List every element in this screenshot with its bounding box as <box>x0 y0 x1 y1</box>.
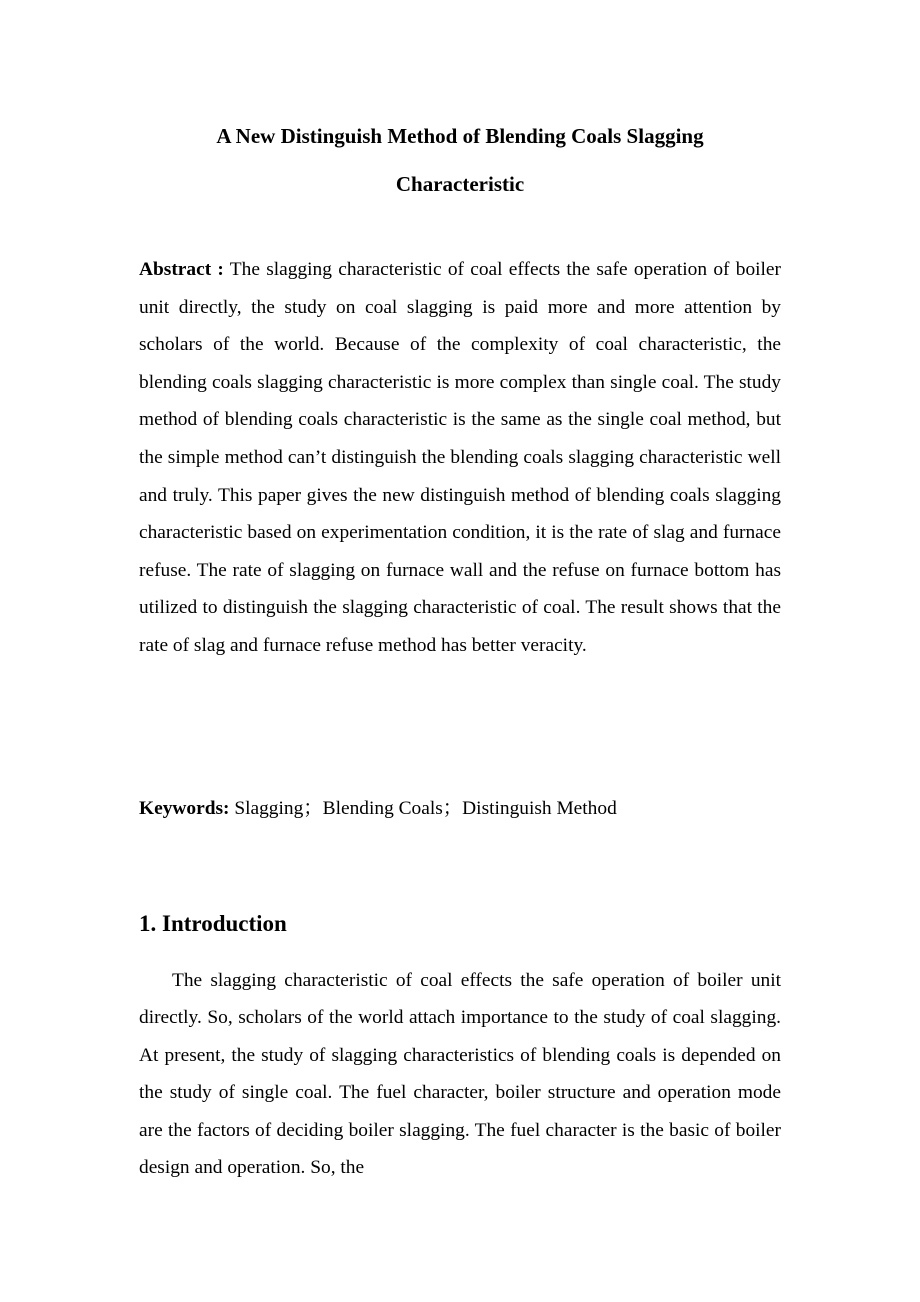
abstract-paragraph <box>139 251 781 665</box>
section-heading-introduction: 1. Introduction <box>139 911 287 936</box>
keywords-label: Keywords: <box>139 798 230 819</box>
keywords-text: Slagging；Blending Coals；Distinguish Method <box>229 798 617 819</box>
paper-title-line-2: Characteristic <box>395 172 525 196</box>
keywords-line <box>139 790 781 827</box>
paper-title <box>140 112 780 208</box>
paper-title-line-1: A New Distinguish Method of Blending Coals Slagging <box>216 124 704 148</box>
abstract-text: The slagging characteristic of coal effects the safe operation of boiler unit directly, the study on coal slagging is paid more and more attention by scholars of the world. Because of the complexity of coal characteristic, the blending coals slagging characteristic is more complex than single coal. The study method of blending coals characteristic is the same as the single coal method, but the simple method can’t distinguish the blending coals slagging characteristic well and truly. This paper gives the new distinguish method of blending coals slagging characteristic based on experimentation condition, it is the rate of slag and furnace refuse. The rate of slagging on furnace wall and the refuse on furnace bottom has utilized to distinguish the slagging characteristic of coal. The result shows that the rate of slag and furnace refuse method has better veracity. <box>139 259 781 656</box>
introduction-paragraph: The slagging characteristic of coal effects the safe operation of boiler unit directly. So, scholars of the world attach importance to the study of coal slagging. At present, the study of slagging characteristics of blending coals is depended on the study of single coal. The fuel character, boiler structure and operation mode are the factors of deciding boiler slagging. The fuel character is the basic of boiler design and operation. So, the <box>139 970 781 1179</box>
abstract-label: Abstract : <box>139 259 224 280</box>
